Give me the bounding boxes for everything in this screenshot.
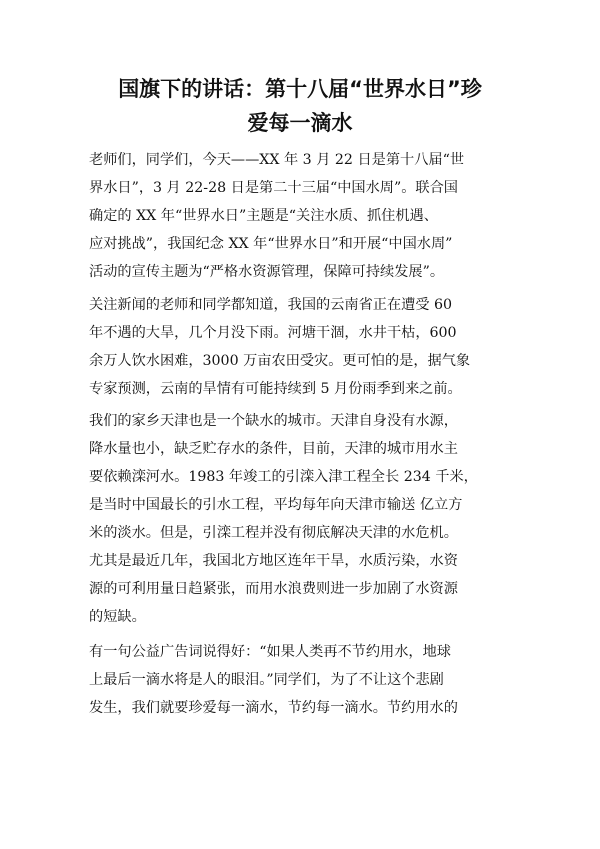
- body-line: 降水量也小，缺乏贮存水的条件，目前，天津的城市用水主: [89, 441, 458, 457]
- body-line: 老师们，同学们，今天——XX 年 3 月 22 日是第十八届“世: [89, 152, 465, 168]
- body-line: 发生，我们就要珍爱每一滴水，节约每一滴水。节约用水的: [89, 700, 458, 716]
- body-line: 我们的家乡天津也是一个缺水的城市。天津自身没有水源，: [89, 413, 458, 429]
- body-line: 年不遇的大旱，几个月没下雨。河塘干涸，水井干枯，600: [89, 325, 457, 341]
- body-line: 余万人饮水困难，3000 万亩农田受灾。更可怕的是，据气象: [89, 353, 471, 369]
- body-line: 上最后一滴水将是人的眼泪。”同学们，为了不让这个悲剧: [89, 672, 444, 688]
- body-line: 米的淡水。但是，引滦工程并没有彻底解决天津的水危机。: [89, 525, 458, 541]
- document-title-line-2: 爱每一滴水: [247, 111, 353, 135]
- body-line: 专家预测，云南的旱情有可能持续到 5 月份雨季到来之前。: [89, 381, 462, 397]
- body-line: 要依赖滦河水。1983 年竣工的引滦入津工程全长 234 千米，: [89, 469, 478, 485]
- document-title-line-1: 国旗下的讲话：第十八届“世界水日”珍: [118, 77, 482, 101]
- body-line: 有一句公益广告词说得好：“如果人类再不节约用水，地球: [89, 644, 451, 660]
- body-line: 应对挑战”，我国纪念 XX 年“世界水日”和开展“中国水周”: [89, 236, 453, 252]
- body-line: 尤其是最近几年，我国北方地区连年干旱，水质污染，水资: [89, 553, 458, 569]
- body-line: 是当时中国最长的引水工程，平均每年向天津市输送 亿立方: [89, 497, 463, 513]
- body-line: 活动的宣传主题为“严格水资源管理，保障可持续发展”。: [89, 264, 445, 280]
- body-line: 界水日”，3 月 22-28 日是第二十三届“中国水周”。联合国: [89, 180, 458, 196]
- body-line: 确定的 XX 年“世界水日”主题是“关注水质、抓住机遇、: [89, 208, 438, 224]
- body-line: 源的可利用量日趋紧张，而用水浪费则进一步加剧了水资源: [89, 581, 458, 597]
- body-line: 的短缺。: [89, 609, 146, 625]
- body-line: 关注新闻的老师和同学都知道，我国的云南省正在遭受 60: [89, 297, 453, 313]
